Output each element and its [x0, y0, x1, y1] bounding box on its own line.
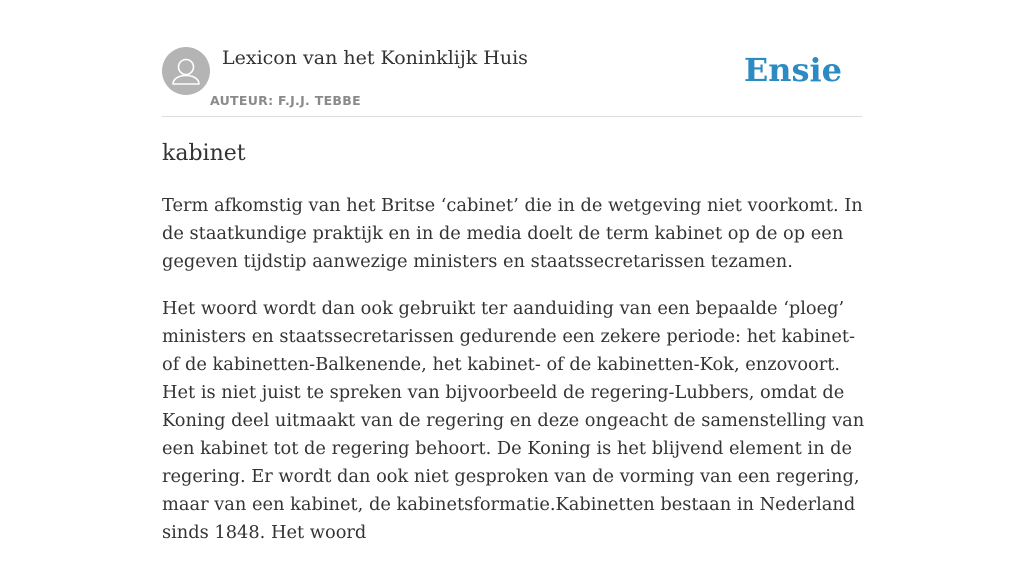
- ensie-logo-link[interactable]: Ensie: [743, 51, 842, 89]
- author-line: [210, 93, 361, 108]
- author-avatar[interactable]: [162, 47, 210, 95]
- user-silhouette-icon: [162, 47, 210, 95]
- entry-title: kabinet: [162, 141, 246, 166]
- paragraph: Term afkomstig van het Britse ‘cabinet’ die in de wetgeving niet voorkomt. In de staatkundige praktijk en in de media doelt de term kabinet op de op een gegeven tijdstip aanwezige ministers en staatssecretarissen tezamen.: [162, 195, 863, 272]
- entry-body: [162, 192, 868, 566]
- paragraph: Het woord wordt dan ook gebruikt ter aanduiding van een bepaalde ‘ploeg’ ministers en staatssecretarissen gedurende een zekere periode: het kabinet- of de kabinetten-Balkenende, het kabinet- of de kabinetten-Kok, enzovoort. Het is niet juist te spreken van bijvoorbeeld de regering-Lubbers, omdat de Koning deel uitmaakt van de regering en deze ongeacht de samenstelling van een kabinet tot de regering behoort. De Koning is het blijvend element in de regering. Er wordt dan ook niet gesproken van de vorming van een regering, maar van een kabinet, de kabinetsformatie.Kabinetten bestaan in Nederland sinds 1848. Het woord: [162, 298, 865, 543]
- author-label: AUTEUR:: [210, 93, 274, 108]
- author-name-link[interactable]: F.J.J. TEBBE: [278, 93, 361, 108]
- source-title-link[interactable]: Lexicon van het Koninklijk Huis: [222, 47, 528, 69]
- entry-header: [162, 46, 862, 117]
